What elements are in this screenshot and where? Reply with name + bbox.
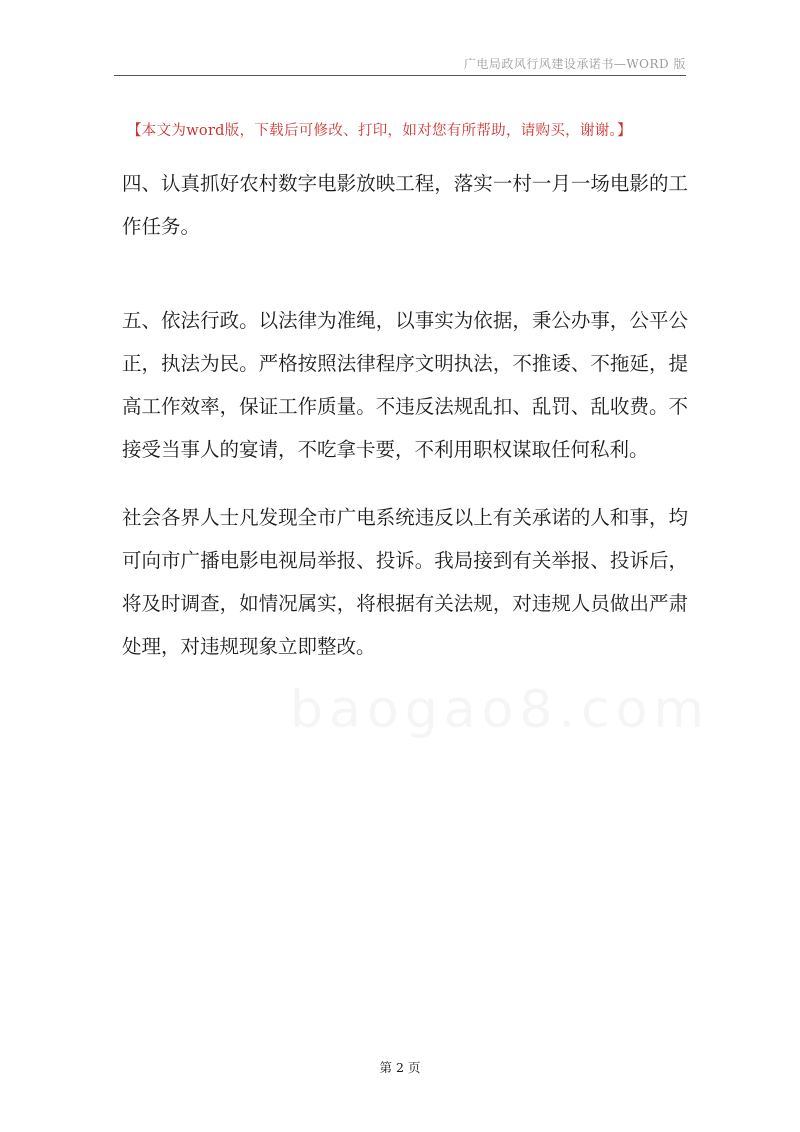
watermark <box>290 680 710 740</box>
paragraph-item-five: 五、依法行政。以法律为准绳，以事实为依据，秉公办事，公平公正，执法为民。严格按照法律程序文明执法，不推诿、不拖延，提高工作效率，保证工作质量。不违反法规乱扣、乱罚、乱收费。不接受当事人的宴请，不吃拿卡要，不利用职权谋取任何私利。 <box>122 309 688 461</box>
paragraph-item-four: 四、认真抓好农村数字电影放映工程，落实一村一月一场电影的工作任务。 <box>122 172 688 238</box>
header-divider <box>114 75 686 76</box>
download-notice: 【本文为word版，下载后可修改、打印，如对您有所帮助，请购买，谢谢。】 <box>127 123 632 139</box>
paragraph-public-report: 社会各界人士凡发现全市广电系统违反以上有关承诺的人和事，均可向市广播电影电视局举报、投诉。我局接到有关举报、投诉后，将及时调查，如情况属实，将根据有关法规，对违规人员做出严肃处理，对违规现象立即整改。 <box>122 506 688 658</box>
page-number: 第 2 页 <box>379 1060 421 1075</box>
running-header: 广电局政风行风建设承诺书—WORD 版 <box>463 57 686 71</box>
